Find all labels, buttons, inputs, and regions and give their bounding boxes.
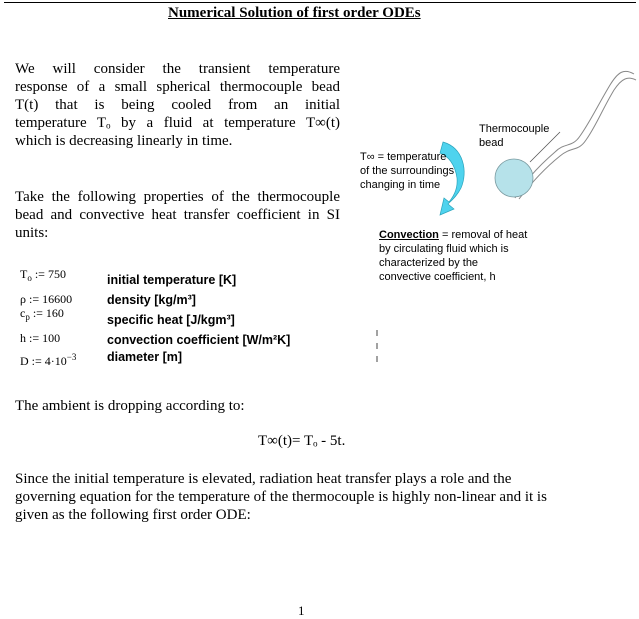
desc-diameter: diameter [m] <box>107 350 183 364</box>
intro-line: T(t) that is being cooled from an initial <box>15 97 340 113</box>
intro-line: which is decreasing linearly in time. <box>15 133 233 149</box>
var-symbol: ρ <box>20 292 26 306</box>
properties-line: units: <box>15 225 49 241</box>
convection-note-line: convective coefficient, h <box>379 271 496 283</box>
page-title: Numerical Solution of first order ODEs <box>168 5 421 21</box>
thermocouple-label-line: bead <box>479 137 504 149</box>
intro-line: We will consider the transient temperature <box>15 61 340 77</box>
surroundings-label-line: of the surroundings <box>360 165 455 177</box>
var-subscript: p <box>25 312 30 322</box>
var-assign: := 750 <box>34 267 66 281</box>
convection-definition: = removal of heat <box>438 229 528 241</box>
convection-note-line <box>379 228 559 242</box>
ambient-equation: T∞(t)= Tₒ - 5t. <box>258 433 346 449</box>
var-assign: := 16600 <box>29 292 73 306</box>
intro-paragraph <box>15 60 340 150</box>
var-subscript: o <box>27 273 32 283</box>
var-assign: := 100 <box>29 331 61 345</box>
var-density <box>20 292 72 307</box>
var-assign: := 160 <box>32 306 64 320</box>
var-symbol: h <box>20 331 26 345</box>
var-symbol: D <box>20 354 29 368</box>
convection-note <box>379 228 559 284</box>
thermocouple-label-line: Thermocouple <box>479 123 550 135</box>
conclusion-line: given as the following first order ODE: <box>15 507 251 523</box>
var-assign: := 4·10 <box>31 354 67 368</box>
thermocouple-diagram <box>340 60 639 380</box>
var-convection-coefficient <box>20 331 60 346</box>
page-number: 1 <box>298 603 305 618</box>
var-symbol: c <box>20 306 26 320</box>
convection-note-line: by circulating fluid which is <box>379 243 509 255</box>
desc-specific-heat: specific heat [J/kgm³] <box>107 313 235 327</box>
intro-line: response of a small spherical thermocouple bead <box>15 79 340 95</box>
surroundings-label-line: T∞ = temperature <box>360 151 447 163</box>
intro-line: temperature Tₒ by a fluid at temperature T∞(t) <box>15 115 340 131</box>
conclusion-paragraph <box>15 470 590 524</box>
var-diameter <box>20 352 76 369</box>
properties-paragraph <box>15 188 340 242</box>
conclusion-line: Since the initial temperature is elevated, radiation heat transfer plays a role and the <box>15 471 512 487</box>
surroundings-label <box>360 150 470 192</box>
var-symbol: T <box>20 267 28 281</box>
var-exponent: −3 <box>66 352 77 362</box>
convection-term: Convection <box>379 229 439 241</box>
conclusion-line: governing equation for the temperature of the thermocouple is highly non-linear and it is <box>15 489 547 505</box>
thermocouple-label <box>479 122 569 150</box>
var-initial-temperature <box>20 267 66 283</box>
properties-line: bead and convective heat transfer coefficient in SI <box>15 207 340 223</box>
desc-initial-temperature: initial temperature [K] <box>107 273 237 287</box>
properties-line: Take the following properties of the thermocouple <box>15 189 340 205</box>
convection-note-line: characterized by the <box>379 257 479 269</box>
top-rule <box>4 2 636 3</box>
desc-convection-coefficient: convection coefficient [W/m²K] <box>107 333 291 347</box>
desc-density: density [kg/m³] <box>107 293 196 307</box>
ambient-text: The ambient is dropping according to: <box>15 398 245 414</box>
surroundings-label-line: changing in time <box>360 179 441 191</box>
var-specific-heat <box>20 306 64 322</box>
thermocouple-bead <box>495 159 533 197</box>
